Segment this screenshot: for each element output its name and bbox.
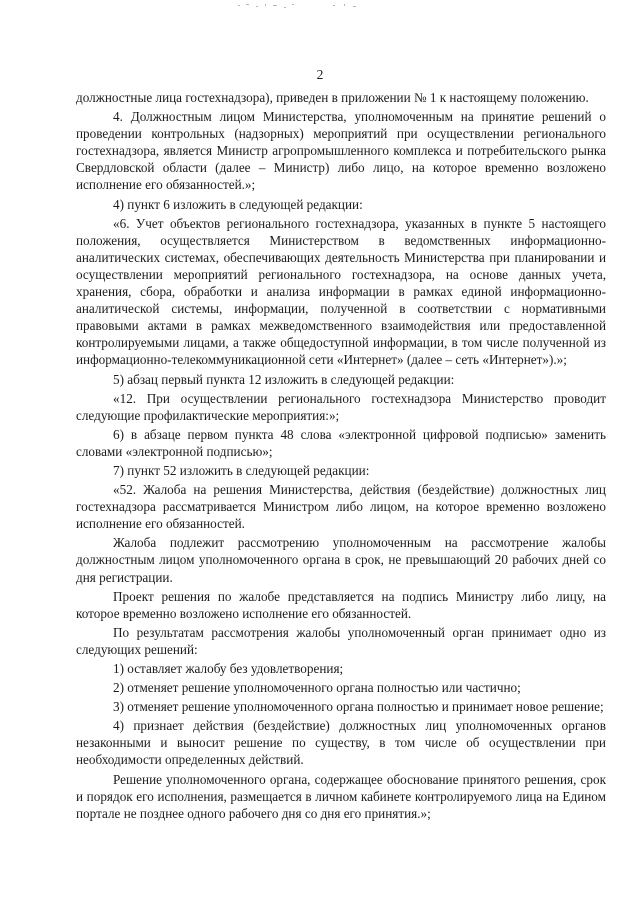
decision-publication-paragraph: Решение уполномоченного органа, содержащее обоснование принятого решения, срок и порядок его исполнения, размещается в личном кабинете контролируемого лица на Едином портале не позднее одного рабочего дня со дня его принятия.»;	[76, 771, 606, 821]
paragraph-continuation: должностные лица гостехнадзора), приведен в приложении № 1 к настоящему положению.	[76, 90, 589, 105]
draft-decision-paragraph: Проект решения по жалобе представляется на подпись Министру либо лицу, на которое временно возложено исполнение его обязанностей.	[76, 588, 606, 621]
clause-12-text: «12. При осуществлении регионального гостехнадзора Министерство проводит следующие профилактические мероприятия:»;	[76, 390, 606, 423]
decision-option-3: 3) отменяет решение уполномоченного органа полностью и принимает новое решение;	[113, 699, 604, 715]
amendment-5-intro: 5) абзац первый пункта 12 изложить в следующей редакции:	[113, 371, 455, 387]
decision-option-2: 2) отменяет решение уполномоченного органа полностью или частично;	[113, 680, 521, 696]
clause-6-text: «6. Учет объектов регионального гостехнадзора, указанных в пункте 5 настоящего положения, осуществляется Министерством в ведомственных информационно-аналитических системах, обеспечивающих деятельность Министерства при планировании и осуществлении мероприятий регионального гостехнадзора, на основе данных учета, хранения, сбора, обработки и анализа информации в рамках единой информационно-аналитической системы, информации, полученной в соответствии с нормативными правовыми актами в рамках межведомственного взаимодействия или предоставленной контролируемыми лицами, а также общедоступной информации, в том числе полученной из информационно-телекоммуникационной сети «Интернет» (далее – сеть «Интернет»).»;	[76, 215, 606, 368]
amendment-7-intro: 7) пункт 52 изложить в следующей редакции:	[113, 462, 370, 478]
document-body	[76, 89, 606, 824]
clause-52-text: «52. Жалоба на решения Министерства, действия (бездействие) должностных лиц гостехнадзора рассматривается Министром либо лицом, на которое временно возложено исполнение его обязанностей.	[76, 482, 606, 532]
amendment-6-text: 6) в абзаце первом пункта 48 слова «электронной цифровой подписью» заменить словами «электронной подписью»;	[76, 426, 606, 459]
scan-noise	[232, 2, 382, 10]
amendment-4-intro: 4) пункт 6 изложить в следующей редакции:	[113, 196, 363, 212]
paragraph-item-4: 4. Должностным лицом Министерства, уполномоченным на принятие решений о проведении контрольных (надзорных) мероприятий при осуществлении регионального гостехнадзора, является Министр агропромышленного комплекса и потребительского рынка Свердловской области (далее – Министр) либо лицо, на которое временно возложено исполнение его обязанностей.»;	[76, 109, 606, 193]
decision-options-intro: По результатам рассмотрения жалобы уполномоченный орган принимает одно из следующих решений:	[76, 624, 606, 657]
page-number: 2	[316, 67, 324, 82]
decision-option-1: 1) оставляет жалобу без удовлетворения;	[113, 661, 344, 676]
complaint-deadline-paragraph: Жалоба подлежит рассмотрению уполномоченным на рассмотрение жалобы должностным лицом уполномоченного органа в срок, не превышающий 20 рабочих дней со дня регистрации.	[76, 535, 606, 585]
decision-option-4: 4) признает действия (бездействие) должностных лиц уполномоченных органов незаконными и выносит решение по существу, в том числе об осуществлении при необходимости определенных действий.	[76, 718, 606, 768]
